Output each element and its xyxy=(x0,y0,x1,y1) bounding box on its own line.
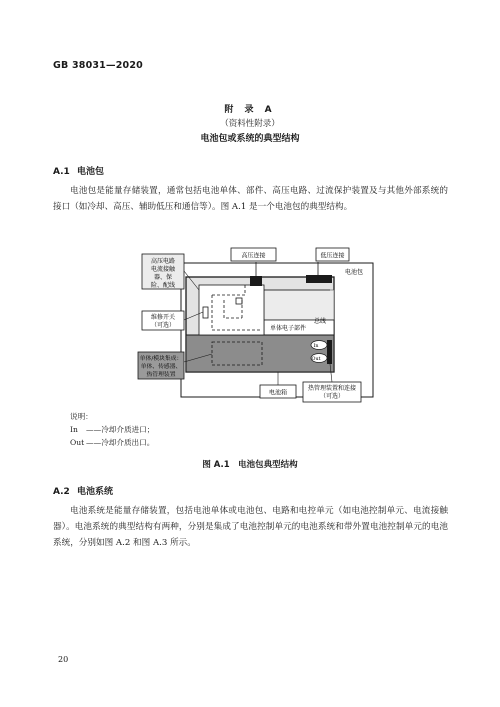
lv-connect-text: 低压连接 xyxy=(320,252,345,260)
figure-legend-item xyxy=(70,423,154,436)
hv-circuit-text-1: 高压电路 xyxy=(150,258,176,265)
hv-connect-text: 高压连接 xyxy=(241,252,266,260)
section-a2-number: A.2 xyxy=(53,487,70,497)
port-bar xyxy=(327,340,332,364)
section-a1-number: A.1 xyxy=(53,167,70,177)
cell-module-text-3: 热管理装置 xyxy=(146,372,176,378)
section-a2-paragraph: 电池系统是能量存储装置，包括电池单体或电池包、电路和电控单元（如电池控制单元、电流接触器）。电池系统的典型结构有两种，分别是集成了电池控制单元的电池系统和带外置电池控制单元的电池系统，分别如图 A.2 和图 A.3 所示。 xyxy=(53,506,448,548)
circuit-panel xyxy=(199,285,264,335)
service-switch-text-1: 维修开关 xyxy=(150,314,176,321)
bus-area xyxy=(264,290,334,320)
out-port-label: Out xyxy=(311,357,321,362)
figure-legend-title: 说明： xyxy=(70,412,93,421)
legend-desc: ——冷却介质出口。 xyxy=(86,438,155,447)
figure-legend-item xyxy=(70,436,154,449)
hv-circuit-text-4: 险、配线 xyxy=(150,282,176,289)
hv-circuit-text-3: 器、保 xyxy=(153,274,173,281)
page-number: 20 xyxy=(58,655,69,664)
service-switch-text-2: （可选） xyxy=(150,322,176,329)
section-a1-title: 电池包 xyxy=(77,167,105,177)
hv-circuit-text-2: 电流接触 xyxy=(150,266,176,273)
appendix-nature: （资料性附录） xyxy=(220,119,280,129)
section-a2-title: 电池系统 xyxy=(77,487,114,497)
thermal-text-2: （可选） xyxy=(319,393,345,400)
in-port-label: In xyxy=(313,344,319,349)
legend-desc: ——冷却介质进口； xyxy=(86,425,155,434)
thermal-text-1: 热管理装置和连接 xyxy=(307,385,357,392)
standard-code: GB 38031—2020 xyxy=(53,60,143,71)
cell-module-text-1: 单体/模块集成： xyxy=(139,356,183,362)
bus-label: 总线 xyxy=(313,318,327,325)
appendix-title: 附 录 A xyxy=(224,105,276,115)
legend-term: In xyxy=(70,425,78,434)
legend-term: Out xyxy=(70,438,85,447)
hv-connector-icon xyxy=(250,276,262,286)
single-electronics-label: 单体电子部件 xyxy=(269,325,307,332)
box-label: 电池箱 xyxy=(268,389,288,397)
lv-connector-icon xyxy=(306,275,332,283)
module-region xyxy=(186,335,334,372)
pack-label: 电池包 xyxy=(344,269,364,276)
appendix-subject: 电池包或系统的典型结构 xyxy=(200,134,300,144)
figure-a1-caption: 图 A.1 电池包典型结构 xyxy=(202,460,298,470)
section-a1-paragraph: 电池包是能量存储装置，通常包括电池单体、部件、高压电路、过流保护装置及与其他外部系统的接口（如冷却、高压、辅助低压和通信等）。图 A.1 是一个电池包的典型结构。 xyxy=(53,186,448,212)
section-a2-heading xyxy=(53,484,113,497)
cell-module-text-2: 单体、传感器、 xyxy=(140,364,182,370)
